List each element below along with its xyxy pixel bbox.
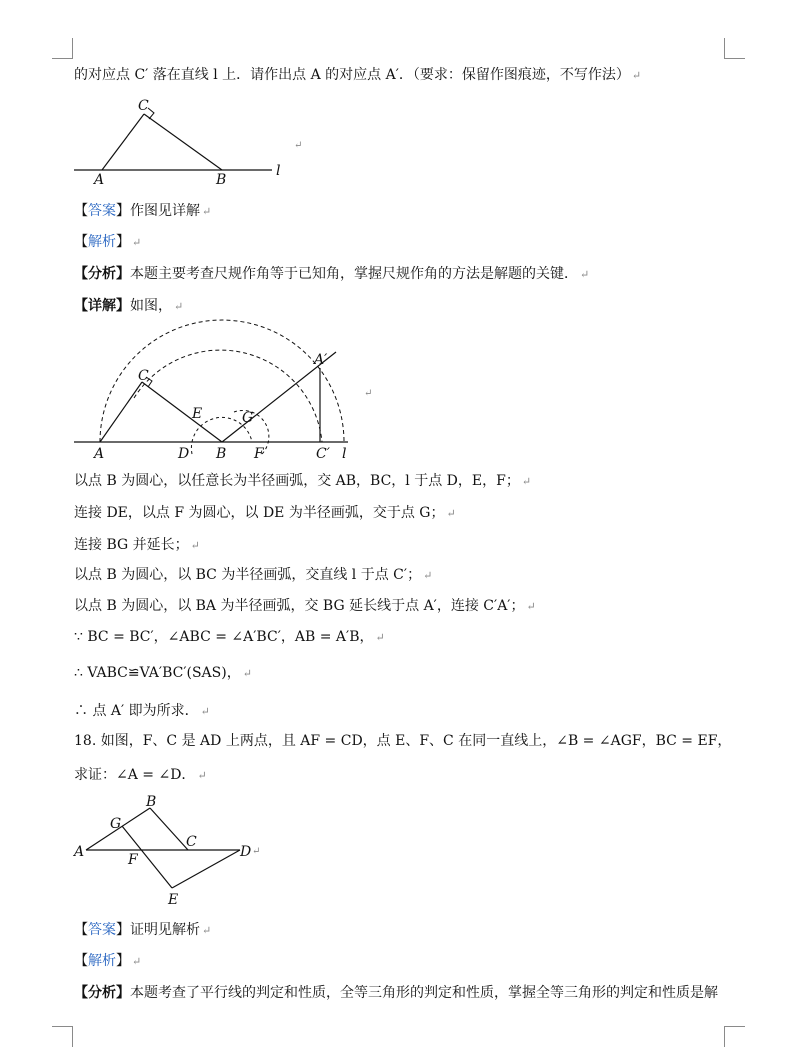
corner-mark-top-right bbox=[724, 38, 745, 59]
corner-mark-top-left bbox=[52, 38, 73, 59]
paragraph-mark: ↵ bbox=[252, 846, 261, 857]
label-l: l bbox=[276, 163, 281, 179]
answer-line-1: 【答案】作图见详解 ↵ bbox=[74, 203, 212, 219]
question-18-line-2: 求证：∠A = ∠D． ↵ bbox=[74, 767, 207, 783]
step-6: ∵ BC = BC′，∠ABC = ∠A′BC′，AB = A′B， ↵ bbox=[74, 629, 385, 645]
arc-ba bbox=[100, 320, 344, 442]
label-b: B bbox=[216, 446, 227, 462]
fenxi-line-2: 【分析】本题考查了平行线的判定和性质，全等三角形的判定和性质，掌握全等三角形的判定和性质是解 bbox=[74, 985, 718, 1001]
label-d: D bbox=[178, 446, 190, 462]
side-ac bbox=[102, 114, 144, 170]
figure-triangle-abc bbox=[66, 96, 316, 188]
label-b: B bbox=[216, 172, 227, 188]
step-4: 以点 B 为圆心，以 BC 为半径画弧，交直线 l 于点 C′； ↵ bbox=[74, 567, 433, 583]
label-c: C bbox=[186, 834, 197, 850]
side-cb bbox=[144, 114, 222, 170]
step-5: 以点 B 为圆心，以 BA 为半径画弧，交 BG 延长线于点 A′，连接 C′A′； ↵ bbox=[74, 598, 536, 614]
label-d: D bbox=[240, 844, 252, 860]
figure-question-18 bbox=[66, 792, 276, 910]
jiexi-line-1: 【解析】 ↵ bbox=[74, 234, 142, 250]
label-f: F bbox=[128, 852, 138, 868]
side-cb bbox=[142, 382, 222, 442]
paragraph-mark: ↵ bbox=[364, 388, 373, 399]
label-a: A bbox=[94, 172, 105, 188]
arc-bc bbox=[134, 350, 322, 442]
step-8: ∴ 点 A′ 即为所求． ↵ bbox=[74, 703, 210, 719]
label-c: C bbox=[138, 368, 149, 384]
label-g: G bbox=[242, 410, 254, 426]
label-cp: C′ bbox=[316, 446, 330, 462]
label-a: A bbox=[94, 446, 105, 462]
label-c: C bbox=[138, 98, 149, 114]
fenxi-line-1: 【分析】本题主要考查尺规作角等于已知角，掌握尺规作角的方法是解题的关键． ↵ bbox=[74, 266, 590, 282]
paragraph-mark: ↵ bbox=[631, 69, 642, 82]
side-ac bbox=[100, 382, 142, 442]
label-ap: A′ bbox=[314, 352, 328, 368]
figure-construction bbox=[66, 318, 386, 464]
segment-ec bbox=[172, 850, 240, 888]
label-g: G bbox=[110, 816, 122, 832]
answer-line-2: 【答案】证明见解析 ↵ bbox=[74, 922, 212, 938]
corner-mark-bottom-right bbox=[724, 1026, 745, 1047]
corner-mark-bottom-left bbox=[52, 1026, 73, 1047]
label-f: F bbox=[254, 446, 264, 462]
label-b: B bbox=[146, 794, 157, 810]
label-e: E bbox=[192, 406, 203, 422]
step-2: 连接 DE，以点 F 为圆心，以 DE 为半径画弧，交于点 G； ↵ bbox=[74, 505, 456, 521]
label-a: A bbox=[74, 844, 85, 860]
jiexi-line-2: 【解析】 ↵ bbox=[74, 953, 142, 969]
paragraph-mark: ↵ bbox=[294, 140, 303, 151]
label-l: l bbox=[342, 446, 347, 462]
question-18-line-1: 18. 如图，F、C 是 AD 上两点，且 AF = CD，点 E、F、C 在同一直线上，∠B = ∠AGF，BC = EF， bbox=[74, 733, 732, 749]
step-1: 以点 B 为圆心，以任意长为半径画弧，交 AB，BC，l 于点 D，E，F； ↵ bbox=[74, 473, 532, 489]
question-continuation: 的对应点 C′ 落在直线 l 上．请作出点 A 的对应点 A′．（要求：保留作图痕迹，不写作法） ↵ bbox=[74, 67, 642, 83]
xiangjie-line-1: 【详解】如图， ↵ bbox=[74, 298, 184, 314]
step-3: 连接 BG 并延长； ↵ bbox=[74, 537, 200, 553]
segment-bc bbox=[150, 808, 188, 850]
step-7: ∴ VABC≌VA′BC′(SAS)， ↵ bbox=[74, 665, 252, 681]
label-e: E bbox=[168, 892, 179, 908]
